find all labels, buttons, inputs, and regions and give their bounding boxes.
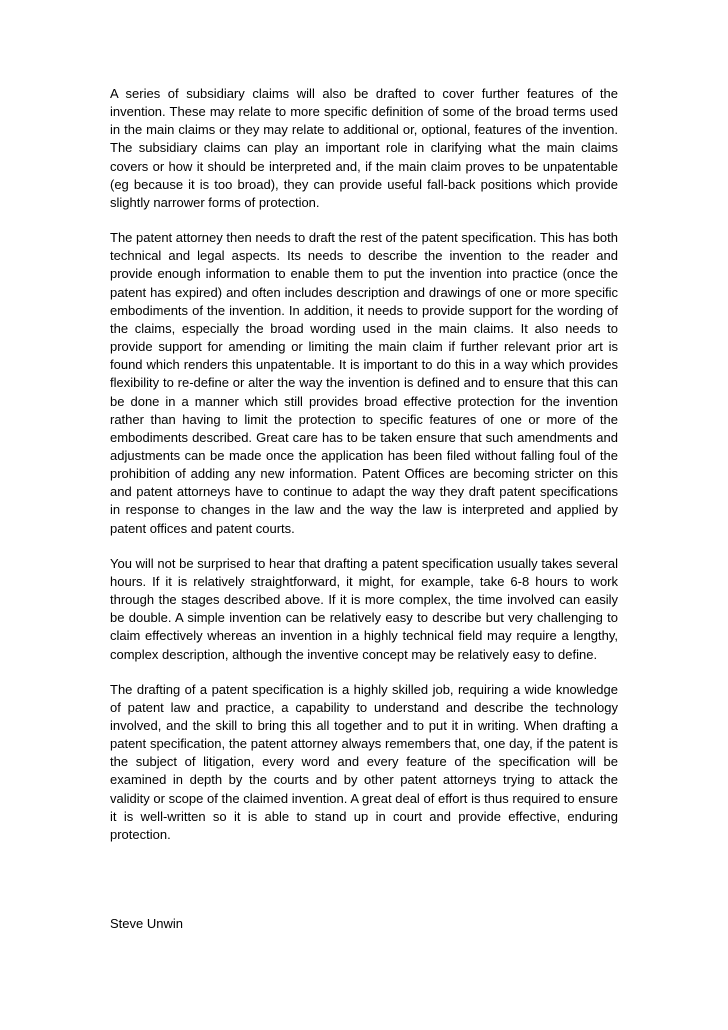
paragraph-drafting-time: You will not be surprised to hear that drafting a patent specification usually takes several hours. If it is relatively straightforward, it might, for example, take 6-8 hours to work through the stages described above. If it is more complex, the time involved can easily be double. A simple invention can be relatively easy to describe but very challenging to claim effectively whereas an invention in a highly technical field may require a lengthy, complex description, although the inventive concept may be relatively easy to define. — [110, 555, 618, 662]
paragraph-drafting-skill: The drafting of a patent specification is a highly skilled job, requiring a wide knowledge of patent law and practice, a capability to understand and describe the technology involved, and the skill to bring this all together and to put it in writing. When drafting a patent specification, the patent attorney always remembers that, one day, if the patent is the subject of litigation, every word and every feature of the specification will be examined in depth by the courts and by other patent attorneys trying to attack the validity or scope of the claimed invention. A great deal of effort is thus required to ensure it is well-written so it is able to stand up in court and provide effective, enduring protection. — [110, 681, 618, 842]
document-body — [110, 85, 618, 861]
paragraph-subsidiary-claims: A series of subsidiary claims will also be drafted to cover further features of the invention. These may relate to more specific definition of some of the broad terms used in the main claims or they may relate to additional or, optional, features of the invention. The subsidiary claims can play an important role in clarifying what the main claims covers or how it should be interpreted and, if the main claim proves to be unpatentable (eg because it is too broad), they can provide useful fall-back positions which provide slightly narrower forms of protection. — [110, 86, 618, 210]
paragraph-patent-specification: The patent attorney then needs to draft the rest of the patent specification. This has both technical and legal aspects. Its needs to describe the invention to the reader and provide enough information to enable them to put the invention into practice (once the patent has expired) and often includes description and drawings of one or more specific embodiments of the invention. In addition, it needs to provide support for the wording of the claims, especially the broad wording used in the main claims. It also needs to provide support for amending or limiting the main claim if further relevant prior art is found which renders this unpatentable. It is important to do this in a way which provides flexibility to re-define or alter the way the invention is defined and to ensure that this can be done in a manner which still provides broad effective protection for the invention rather than having to limit the protection to specific features of one or more of the embodiments described. Great care has to be taken ensure that such amendments and adjustments can be made once the application has been filed without falling foul of the prohibition of adding any new information. Patent Offices are becoming stricter on this and patent attorneys have to continue to adapt the way they draft patent specifications in response to changes in the law and the way the law is interpreted and applied by patent offices and patent courts. — [110, 230, 618, 536]
author-signature: Steve Unwin — [110, 916, 183, 931]
